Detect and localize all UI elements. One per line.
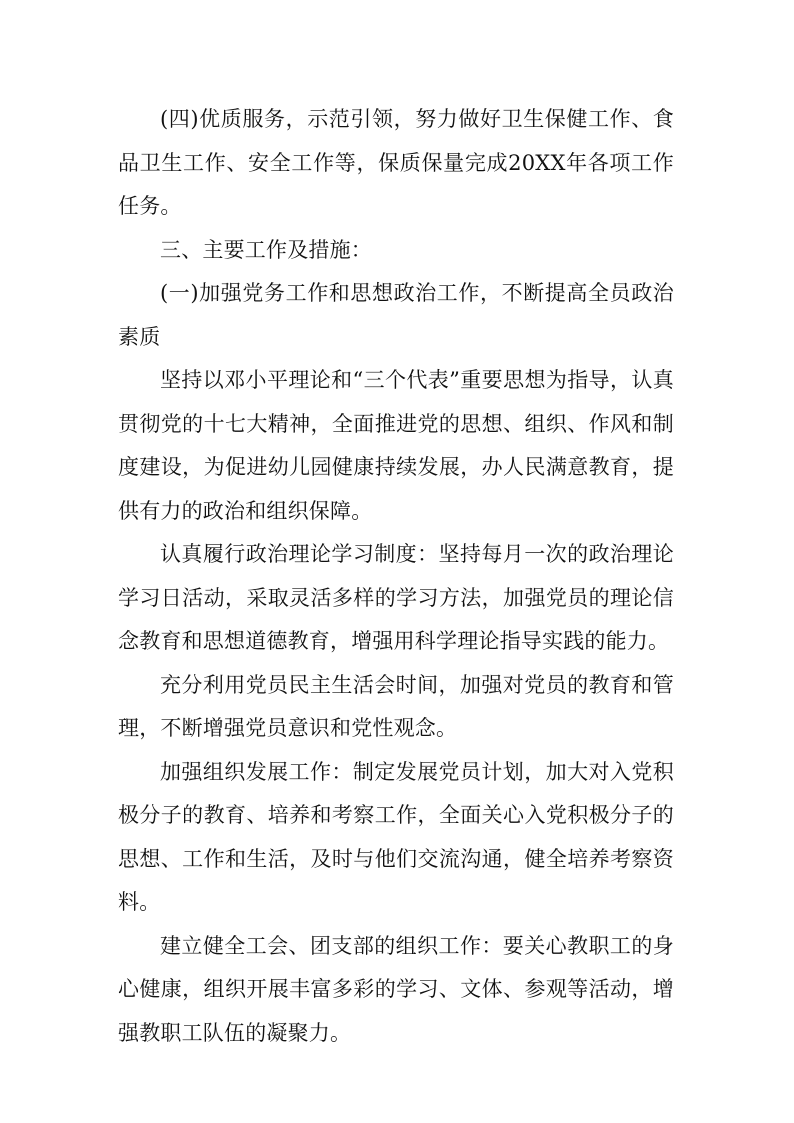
paragraph-organization-development: 加强组织发展工作：制定发展党员计划，加大对入党积极分子的教育、培养和考察工作，全面关心入党积极分子的思想、工作和生活，及时与他们交流沟通，健全培养考察资料。 <box>118 759 674 914</box>
subheading-party-work: (一)加强党务工作和思想政治工作，不断提高全员政治素质 <box>118 281 674 349</box>
paragraph-guiding-theory: 坚持以邓小平理论和“三个代表”重要思想为指导，认真贯彻党的十七大精神，全面推进党的思想、组织、作风和制度建设，为促进幼儿园健康持续发展，办人民满意教育，提供有力的政治和组织保障。 <box>118 368 674 523</box>
paragraph-theory-study: 认真履行政治理论学习制度：坚持每月一次的政治理论学习日活动，采取灵活多样的学习方法，加强党员的理论信念教育和思想道德教育，增强用科学理论指导实践的能力。 <box>118 542 674 653</box>
paragraph-quality-service: (四)优质服务，示范引领，努力做好卫生保健工作、食品卫生工作、安全工作等，保质保量完成20XX年各项工作任务。 <box>118 107 674 218</box>
section-heading-main-work: 三、主要工作及措施： <box>160 237 372 262</box>
document-body <box>118 98 674 1055</box>
paragraph-democratic-life: 充分利用党员民主生活会时间，加强对党员的教育和管理，不断增强党员意识和党性观念。 <box>118 672 674 740</box>
paragraph-union-league: 建立健全工会、团支部的组织工作：要关心教职工的身心健康，组织开展丰富多彩的学习、文体、参观等活动，增强教职工队伍的凝聚力。 <box>118 933 674 1045</box>
